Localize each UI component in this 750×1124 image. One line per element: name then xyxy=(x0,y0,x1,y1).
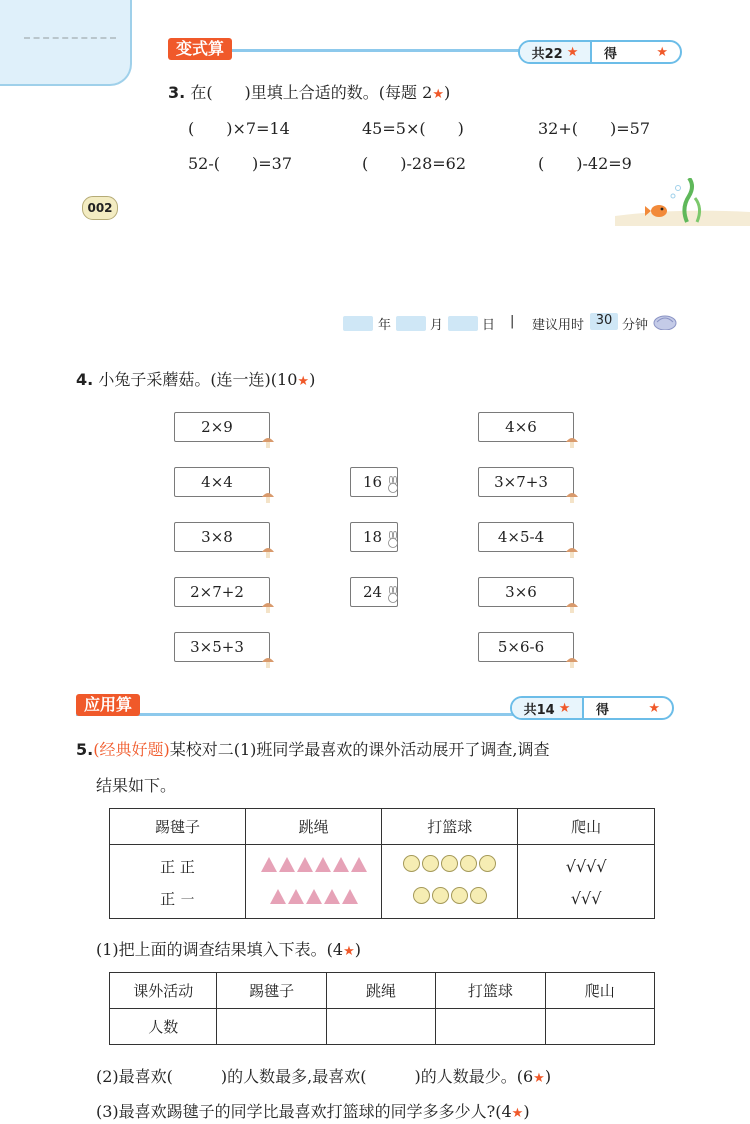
rabbit-number-box[interactable] xyxy=(350,467,398,497)
circle-mark xyxy=(422,855,439,872)
score-total xyxy=(512,698,584,718)
circle-row xyxy=(383,884,516,914)
score-got xyxy=(584,698,672,718)
circle-mark xyxy=(432,887,449,904)
expression-text: 3×8 xyxy=(201,528,233,546)
question-text: 小兔子采蘑菇。(连一连)(10 xyxy=(98,370,298,389)
triangle-mark xyxy=(279,857,295,872)
fill-header: 打篮球 xyxy=(436,973,545,1009)
rabbit-icon xyxy=(387,531,399,549)
sub-question-text-end: ) xyxy=(354,940,361,959)
star-icon: ★ xyxy=(343,944,355,959)
star-icon: ★ xyxy=(648,700,660,716)
number-text: 16 xyxy=(363,473,383,491)
triangle-row xyxy=(247,850,380,884)
left-expression-box[interactable] xyxy=(174,577,270,607)
right-expression-box[interactable] xyxy=(478,632,574,662)
left-expression-box[interactable] xyxy=(174,412,270,442)
mushroom-icon xyxy=(565,435,579,449)
mushroom-icon xyxy=(565,655,579,669)
fill-header: 踢毽子 xyxy=(217,973,326,1009)
fill-answer-cell[interactable] xyxy=(436,1009,545,1045)
year-field[interactable] xyxy=(343,316,373,331)
question-number: 4. xyxy=(76,370,94,389)
triangle-mark xyxy=(324,889,340,904)
sub-question-text: (3)最喜欢踢毽子的同学比最喜欢打篮球的同学多多少人?(4 xyxy=(96,1102,512,1121)
circle-row xyxy=(383,850,516,884)
triangle-row xyxy=(247,884,380,914)
score-box xyxy=(518,40,682,64)
suggest-minutes: 30 xyxy=(590,313,618,330)
check-marks: √√√√ xyxy=(565,856,607,876)
circle-cell xyxy=(382,845,518,919)
q3-item: 32+( )=57 xyxy=(538,119,651,138)
fill-row-label: 人数 xyxy=(110,1009,217,1045)
fill-header: 课外活动 xyxy=(110,973,217,1009)
score-got-label: 得 xyxy=(596,702,610,718)
expression-text: 4×4 xyxy=(201,473,233,491)
triangle-mark xyxy=(288,889,304,904)
triangle-mark xyxy=(342,889,358,904)
mushroom-icon xyxy=(261,655,275,669)
sub-question-text: (2)最喜欢( )的人数最多,最喜欢( )的人数最少。(6 xyxy=(96,1067,534,1086)
expression-text: 4×6 xyxy=(505,418,537,436)
survey-header: 爬山 xyxy=(518,809,655,845)
sub-question-2 xyxy=(96,1064,551,1087)
question-number: 5. xyxy=(76,740,94,759)
expression-text: 5×6-6 xyxy=(497,638,545,656)
q3-item: 45=5×( ) xyxy=(362,119,464,138)
triangle-mark xyxy=(351,857,367,872)
star-icon: ★ xyxy=(297,374,310,389)
sub-question-text-end: ) xyxy=(523,1102,530,1121)
triangle-mark xyxy=(306,889,322,904)
star-icon: ★ xyxy=(432,87,444,102)
mushroom-icon xyxy=(565,490,579,504)
score-got xyxy=(592,42,680,62)
score-total-label: 共14 xyxy=(523,702,555,718)
survey-table xyxy=(109,808,655,919)
right-expression-box[interactable] xyxy=(478,522,574,552)
circle-mark xyxy=(460,855,477,872)
fill-header: 爬山 xyxy=(545,973,654,1009)
expression-text: 2×9 xyxy=(201,418,233,436)
triangle-mark xyxy=(333,857,349,872)
circle-mark xyxy=(413,887,430,904)
mushroom-icon xyxy=(261,600,275,614)
right-expression-box[interactable] xyxy=(478,467,574,497)
sub-question-text: (1)把上面的调查结果填入下表。(4 xyxy=(96,940,344,959)
mushroom-icon xyxy=(261,545,275,559)
expression-text: 3×6 xyxy=(505,583,537,601)
number-text: 24 xyxy=(363,583,383,601)
star-icon: ★ xyxy=(511,1106,524,1121)
suggest-label: 建议用时 xyxy=(532,318,585,333)
question-5 xyxy=(76,737,549,760)
expression-text: 3×5+3 xyxy=(190,638,244,656)
survey-header: 踢毽子 xyxy=(110,809,246,845)
star-icon: ★ xyxy=(566,44,579,60)
q3-item: ( )×7=14 xyxy=(188,119,290,138)
q3-item: ( )-28=62 xyxy=(362,154,467,173)
q3-item: 52-( )=37 xyxy=(188,154,293,173)
triangle-mark xyxy=(297,857,313,872)
sub-question-1 xyxy=(96,937,361,960)
section-title: 应用算 xyxy=(76,694,140,716)
question-text-end: ) xyxy=(309,370,316,389)
survey-header: 打篮球 xyxy=(382,809,518,845)
survey-header: 跳绳 xyxy=(246,809,382,845)
right-expression-box[interactable] xyxy=(478,577,574,607)
triangle-cell xyxy=(246,845,382,919)
left-expression-box[interactable] xyxy=(174,467,270,497)
question-3 xyxy=(168,80,450,103)
day-field[interactable] xyxy=(448,316,478,331)
page-number: 002 xyxy=(82,196,118,220)
expression-text: 4×5-4 xyxy=(497,528,545,546)
number-text: 18 xyxy=(363,528,383,546)
fill-table xyxy=(109,972,655,1045)
rabbit-icon xyxy=(387,476,399,494)
fill-answer-cell[interactable] xyxy=(217,1009,326,1045)
star-icon: ★ xyxy=(533,1071,545,1086)
triangle-mark xyxy=(315,857,331,872)
sub-question-text-end: ) xyxy=(544,1067,552,1086)
tally-marks: 正 ㇐ xyxy=(160,889,195,908)
section-title: 变式算 xyxy=(168,38,232,60)
year-label: 年 xyxy=(378,318,392,333)
note-dash-line xyxy=(24,37,116,39)
left-expression-box[interactable] xyxy=(174,632,270,662)
question-text: 某校对二(1)班同学最喜欢的课外活动展开了调查,调查 xyxy=(169,740,550,759)
star-icon: ★ xyxy=(558,700,571,716)
mushroom-icon xyxy=(261,435,275,449)
circle-mark xyxy=(451,887,468,904)
tally-marks: 正 正 xyxy=(160,857,195,876)
circle-mark xyxy=(470,887,487,904)
triangle-mark xyxy=(270,889,286,904)
month-label: 月 xyxy=(430,318,444,333)
star-icon: ★ xyxy=(656,44,668,60)
circle-mark xyxy=(441,855,458,872)
month-field[interactable] xyxy=(396,316,426,331)
score-total xyxy=(520,42,592,62)
check-marks: √√√ xyxy=(570,888,602,908)
question-tag: (经典好题) xyxy=(93,740,170,759)
circle-mark xyxy=(479,855,496,872)
question-number: 3. xyxy=(168,83,186,102)
score-total-label: 共22 xyxy=(531,46,563,62)
divider: | xyxy=(510,314,515,329)
rabbit-number-box[interactable] xyxy=(350,522,398,552)
fill-header: 跳绳 xyxy=(326,973,435,1009)
circle-mark xyxy=(403,855,420,872)
left-expression-box[interactable] xyxy=(174,522,270,552)
question-4 xyxy=(76,367,315,390)
fill-answer-cell[interactable] xyxy=(326,1009,435,1045)
score-box xyxy=(510,696,674,720)
expression-text: 2×7+2 xyxy=(190,583,244,601)
check-cell xyxy=(518,845,655,919)
expression-text: 3×7+3 xyxy=(494,473,548,491)
mushroom-icon xyxy=(261,490,275,504)
minutes-unit: 分钟 xyxy=(622,318,649,333)
fish-seaweed-decoration xyxy=(615,178,750,226)
right-expression-box[interactable] xyxy=(478,412,574,442)
question-text-end: ) xyxy=(443,83,451,102)
triangle-mark xyxy=(261,857,277,872)
score-got-label: 得 xyxy=(604,46,618,62)
shell-icon xyxy=(652,312,678,330)
sub-question-3 xyxy=(96,1099,530,1122)
rabbit-icon xyxy=(387,586,399,604)
day-label: 日 xyxy=(482,318,496,333)
mushroom-icon xyxy=(565,600,579,614)
question-text: 在( )里填上合适的数。(每题 2 xyxy=(190,83,433,102)
q3-item: ( )-42=9 xyxy=(538,154,632,173)
tally-cell xyxy=(110,845,246,919)
fill-answer-cell[interactable] xyxy=(545,1009,654,1045)
question-5-continued: 结果如下。 xyxy=(96,776,177,795)
mushroom-icon xyxy=(565,545,579,559)
note-card xyxy=(0,0,132,86)
rabbit-number-box[interactable] xyxy=(350,577,398,607)
